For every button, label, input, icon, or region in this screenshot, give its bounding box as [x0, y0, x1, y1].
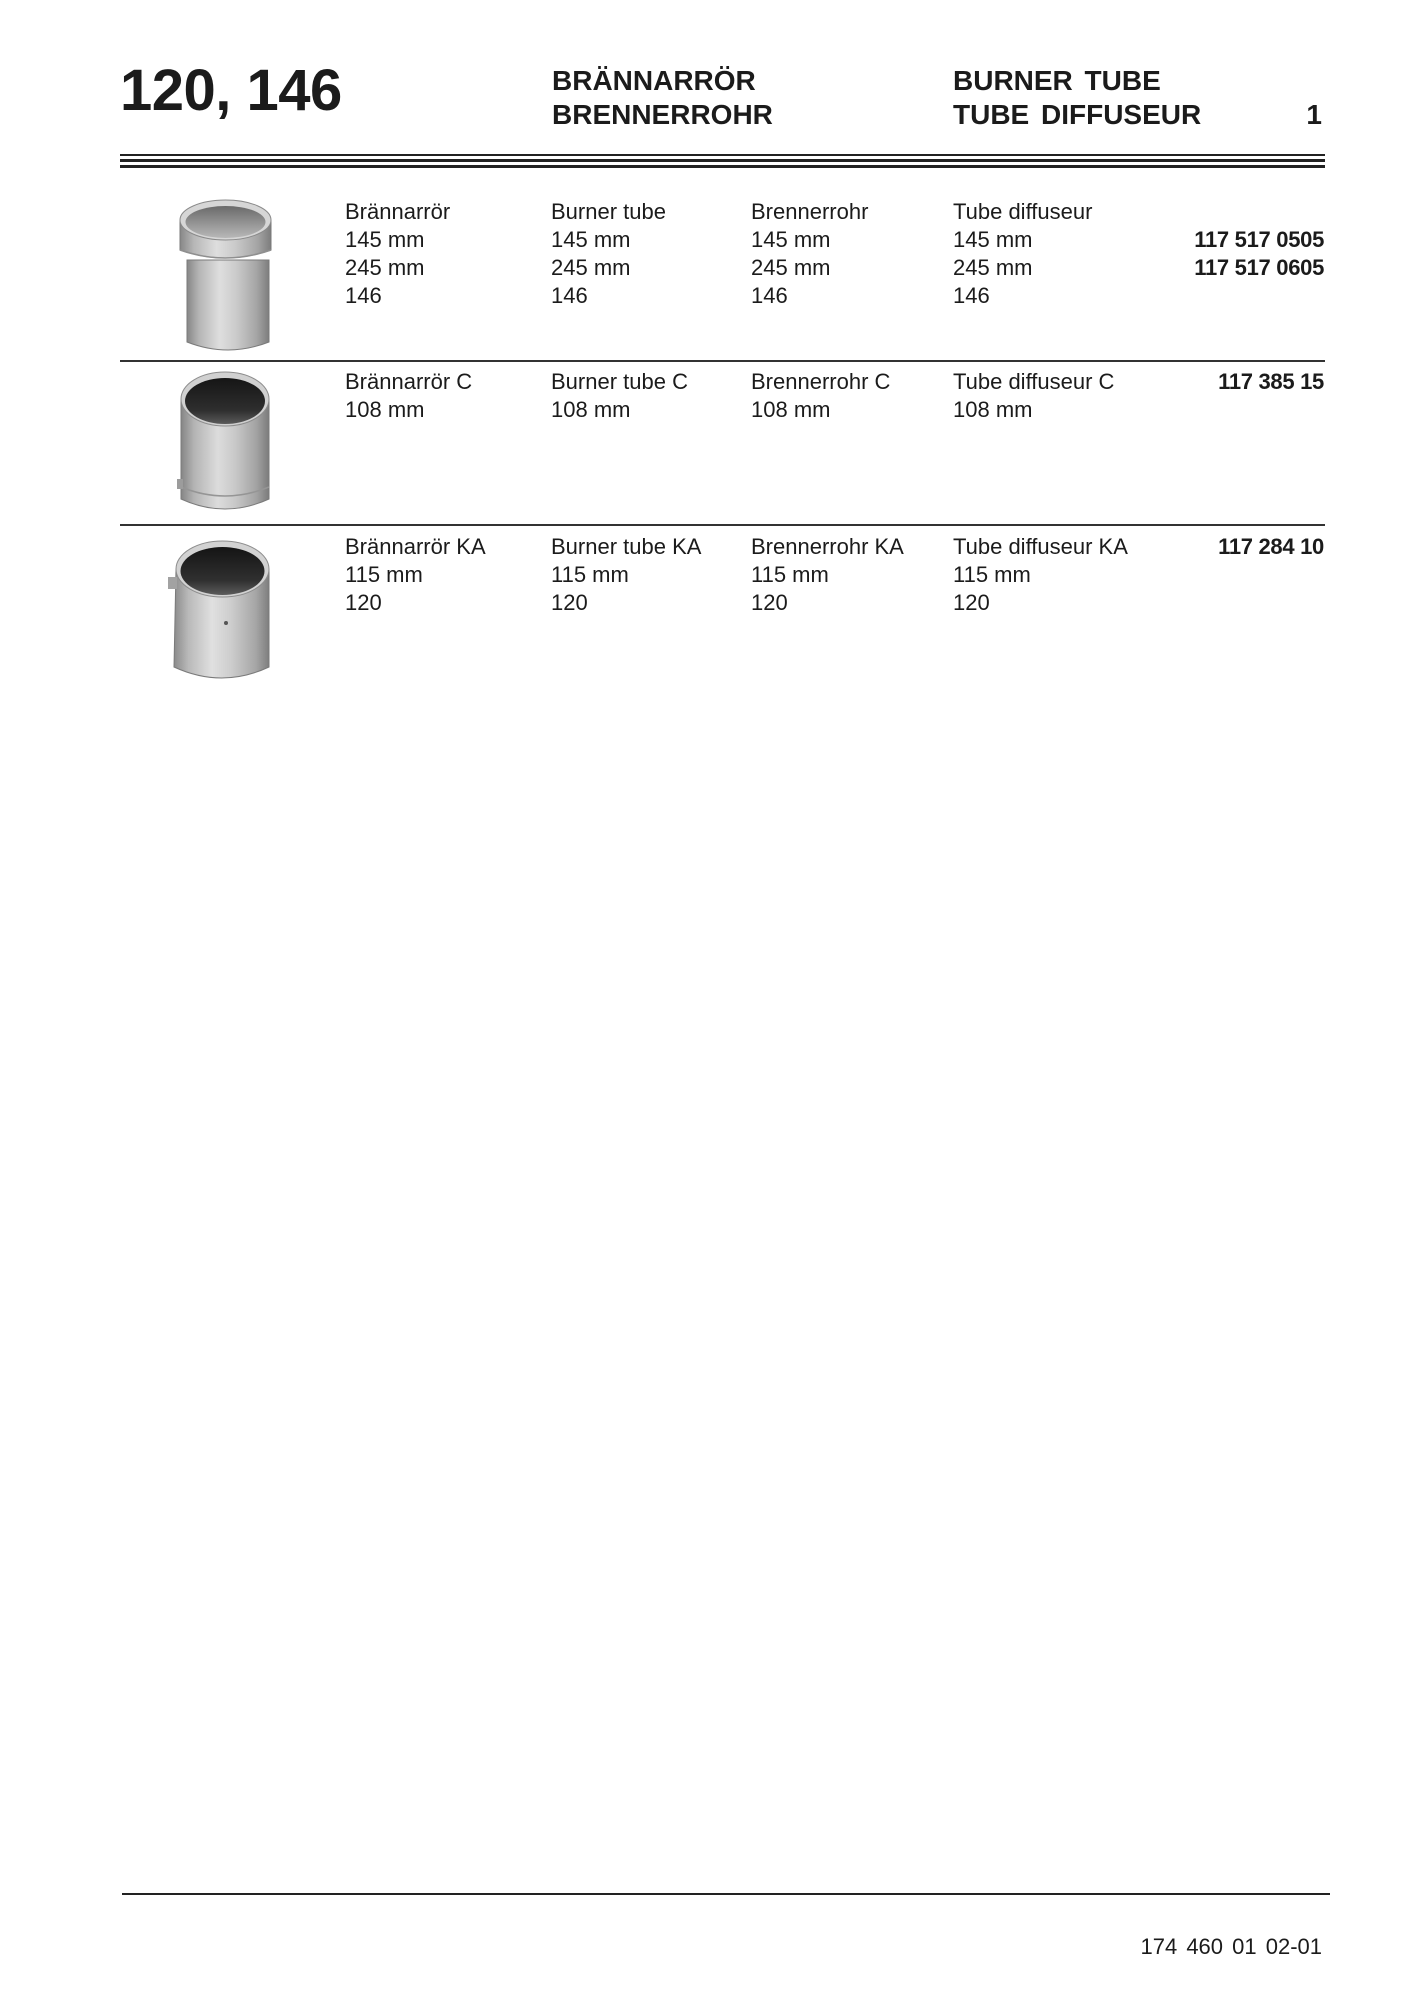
part-number: 117 517 0605	[1194, 255, 1324, 280]
product-name-de: Brennerrohr KA	[751, 534, 904, 559]
tube-length-en: 115 mm	[551, 562, 629, 587]
model-sv: 120	[345, 590, 382, 615]
tube-length-en: 145 mm	[551, 227, 631, 252]
model-de: 146	[751, 283, 788, 308]
part-number: 117 284 10	[1218, 534, 1324, 559]
column-part-numbers	[1218, 533, 1324, 561]
tube-length-de: 145 mm	[751, 227, 831, 252]
row-divider	[120, 360, 1325, 362]
header-rule	[120, 154, 1325, 156]
footer-rule	[122, 1893, 1330, 1895]
model-fr: 146	[953, 283, 990, 308]
document-number: 174 460 01 02-01	[1140, 1934, 1322, 1959]
title-swedish: BRÄNNARRÖR	[552, 65, 756, 96]
part-number: 117 385 15	[1218, 369, 1324, 394]
product-name-fr: Tube diffuseur C	[953, 369, 1115, 394]
product-name-sv: Brännarrör	[345, 199, 451, 224]
column-french	[953, 533, 1128, 617]
part-number: 117 517 0505	[1194, 227, 1324, 252]
product-name-fr: Tube diffuseur	[953, 199, 1093, 224]
column-english	[551, 533, 701, 617]
tube-length-de: 108 mm	[751, 397, 831, 422]
model-de: 120	[751, 590, 788, 615]
title-french: TUBE DIFFUSEUR	[953, 99, 1202, 130]
column-german	[751, 533, 904, 617]
header-rule	[120, 165, 1325, 168]
product-row-burner-tube	[0, 198, 1410, 348]
product-row-burner-tube-c	[0, 368, 1410, 518]
column-german	[751, 368, 890, 424]
tube-length-sv: 245 mm	[345, 255, 425, 280]
column-english	[551, 368, 688, 424]
title-german: BRENNERROHR	[552, 99, 773, 130]
tube-length-fr: 245 mm	[953, 255, 1033, 280]
product-name-en: Burner tube	[551, 199, 666, 224]
column-swedish	[345, 368, 472, 424]
model-en: 120	[551, 590, 588, 615]
tube-length-sv: 115 mm	[345, 562, 423, 587]
title-block-en-fr	[953, 64, 1201, 132]
column-swedish	[345, 198, 450, 310]
product-name-sv: Brännarrör C	[345, 369, 473, 394]
tube-length-fr: 108 mm	[953, 397, 1033, 422]
tube-length-de: 245 mm	[751, 255, 831, 280]
tube-length-en: 108 mm	[551, 397, 631, 422]
product-name-en: Burner tube C	[551, 369, 688, 394]
model-en: 146	[551, 283, 588, 308]
row-divider	[120, 524, 1325, 526]
tube-length-de: 115 mm	[751, 562, 829, 587]
product-row-burner-tube-ka	[0, 533, 1410, 683]
model-numbers: 120, 146	[120, 58, 342, 123]
column-french	[953, 198, 1092, 310]
tube-length-fr: 145 mm	[953, 227, 1033, 252]
column-english	[551, 198, 666, 310]
tube-length-sv: 108 mm	[345, 397, 425, 422]
column-part-numbers	[1194, 226, 1324, 282]
column-part-numbers	[1218, 368, 1324, 396]
header-rule	[120, 159, 1325, 162]
title-english: BURNER TUBE	[953, 65, 1161, 96]
title-block-sv-de	[552, 64, 773, 132]
column-french	[953, 368, 1114, 424]
product-name-de: Brennerrohr	[751, 199, 869, 224]
product-name-fr: Tube diffuseur KA	[953, 534, 1128, 559]
product-name-sv: Brännarrör KA	[345, 534, 486, 559]
column-german	[751, 198, 868, 310]
model-fr: 120	[953, 590, 990, 615]
column-swedish	[345, 533, 486, 617]
tube-length-sv: 145 mm	[345, 227, 425, 252]
page-number: 1	[1306, 99, 1322, 130]
product-name-en: Burner tube KA	[551, 534, 702, 559]
tube-length-en: 245 mm	[551, 255, 631, 280]
model-sv: 146	[345, 283, 382, 308]
product-name-de: Brennerrohr C	[751, 369, 891, 394]
tube-length-fr: 115 mm	[953, 562, 1031, 587]
